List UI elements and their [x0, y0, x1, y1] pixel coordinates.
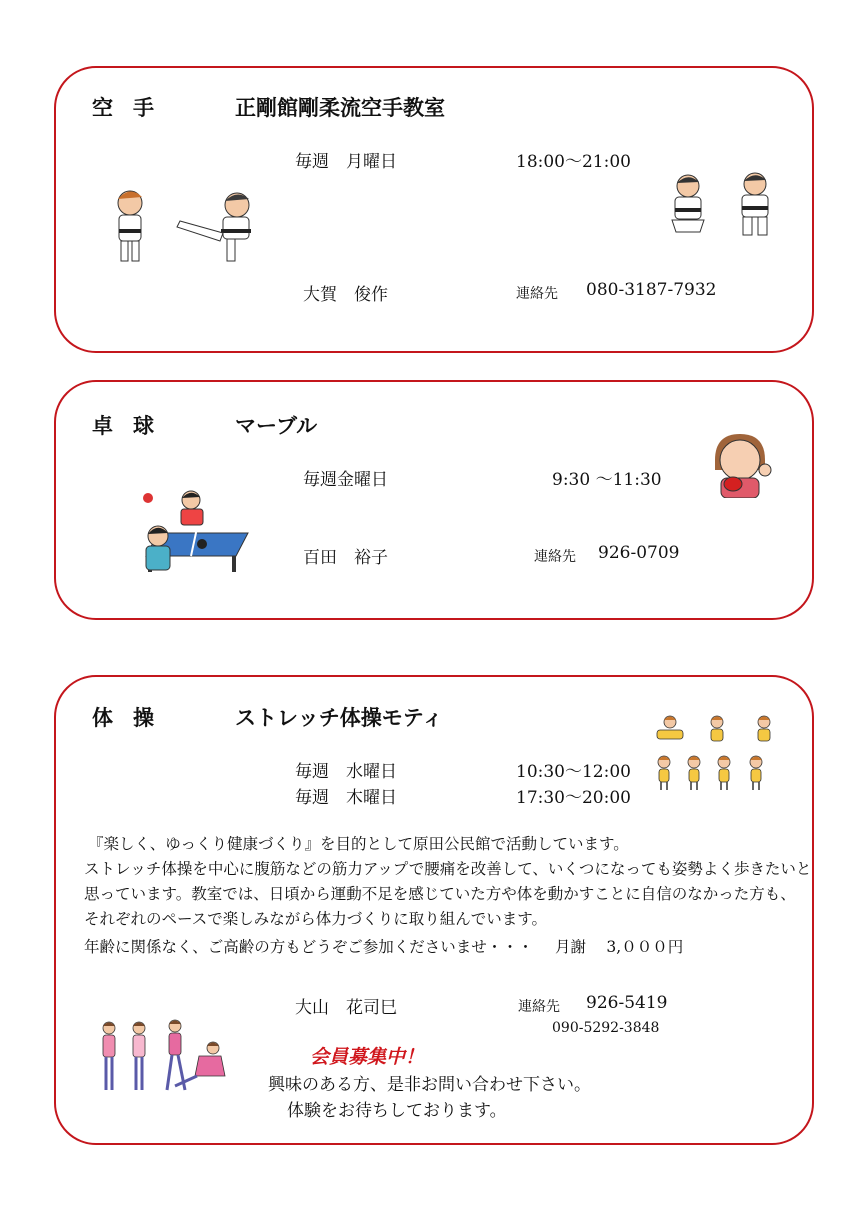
gymnastics-contact-person: 大山 花司巳 [295, 998, 397, 1018]
karate-bow-illustration [658, 170, 793, 240]
gymnastics-schedule-day-2: 毎週 木曜日 [295, 788, 397, 808]
karate-contact-number: 080-3187-7932 [586, 280, 717, 300]
gymnastics-contact-number-1: 926-5419 [586, 993, 668, 1013]
recruit-line-1: 興味のある方、是非お問い合わせ下さい。 [268, 1075, 591, 1095]
gymnastics-description-line-3: 思っています。教室では、日頃から運動不足を感じていた方や体を動かすことに自信のなかった方も、 [84, 885, 796, 903]
table-tennis-schedule-time: 9:30 ～11:30 [552, 470, 662, 490]
gymnastics-schedule-time-2: 17:30～20:00 [516, 788, 631, 808]
gymnastics-description-line-4: それぞれのペースで楽しみながら体力づくりに取り組んでいます。 [84, 910, 547, 928]
stretching-women-illustration [95, 1018, 230, 1093]
gymnastics-schedule-day-1: 毎週 水曜日 [295, 762, 397, 782]
karate-club-name: 正剛館剛柔流空手教室 [235, 95, 445, 120]
gymnastics-exercise-grid-illustration [652, 712, 782, 792]
gymnastics-schedule-time-1: 10:30～12:00 [516, 762, 631, 782]
gymnastics-category: 体操 [92, 705, 174, 730]
karate-schedule-day: 毎週 月曜日 [295, 152, 397, 172]
karate-contact-label: 連絡先 [516, 286, 558, 302]
gymnastics-contact-number-2: 090-5292-3848 [552, 1020, 660, 1036]
karate-kids-illustration [105, 185, 275, 265]
table-tennis-players-illustration [128, 488, 258, 576]
gymnastics-fee: 月謝 3,０００円 [555, 938, 684, 956]
karate-category: 空手 [92, 95, 174, 120]
table-tennis-contact-label: 連絡先 [534, 549, 576, 565]
recruit-title: 会員募集中！ [310, 1046, 425, 1068]
gymnastics-description-line-2: ストレッチ体操を中心に腹筋などの筋力アップで腰痛を改善して、いくつになっても姿勢よく歩きたいと [84, 860, 812, 878]
table-tennis-contact-number: 926-0709 [598, 543, 680, 563]
karate-schedule-time: 18:00～21:00 [516, 152, 631, 172]
gymnastics-description-line-1: 『楽しく、ゆっくり健康づくり』を目的として原田公民館で活動しています。 [88, 835, 629, 853]
table-tennis-category: 卓球 [92, 413, 174, 438]
gymnastics-contact-label: 連絡先 [518, 999, 560, 1015]
table-tennis-club-name: マーブル [235, 413, 318, 438]
karate-contact-person: 大賀 俊作 [303, 285, 388, 305]
recruit-line-2: 体験をお待ちしております。 [287, 1101, 507, 1121]
table-tennis-girl-illustration [705, 430, 780, 498]
table-tennis-schedule-day: 毎週金曜日 [303, 470, 388, 490]
gymnastics-club-name: ストレッチ体操モティ [235, 705, 444, 730]
table-tennis-contact-person: 百田 裕子 [303, 548, 388, 568]
gymnastics-description-line-5: 年齢に関係なく、ご高齢の方もどうぞご参加くださいませ・・・ [84, 938, 534, 956]
